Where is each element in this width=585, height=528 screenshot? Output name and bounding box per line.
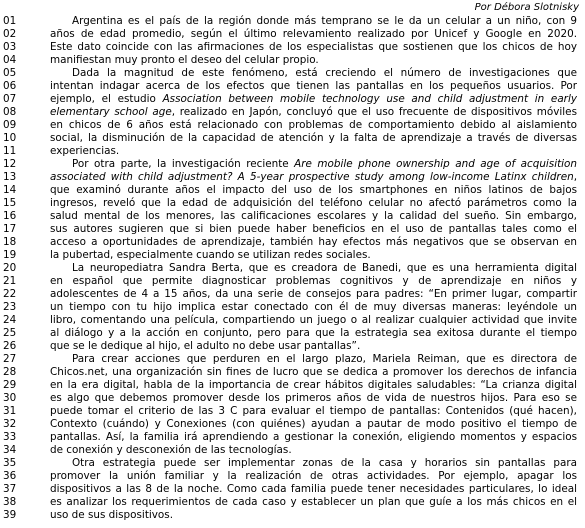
line-text: salud mental de los menores, las calificaciones escolares y la calidad del sueño. Sin embargo, xyxy=(50,210,577,222)
line-number: 19 xyxy=(3,249,17,261)
line-number: 38 xyxy=(3,496,17,508)
line-text: en español que permite diagnosticar problemas cognitivos y de aprendizaje en niños y xyxy=(50,275,577,287)
text-line xyxy=(0,119,585,132)
line-text: La neuropediatra Sandra Berta, que es creadora de Banedi, que es una herramienta digital xyxy=(72,262,577,274)
line-number: 02 xyxy=(3,28,17,40)
line-number: 07 xyxy=(3,93,17,105)
text-line xyxy=(0,418,585,431)
line-number: 04 xyxy=(3,54,17,66)
line-text: que se le dedique al hijo, el adulto no debe usar pantallas”. xyxy=(50,340,361,352)
line-text: de conexión y desconexión de las tecnologías. xyxy=(50,444,292,456)
line-text: años de edad promedio, según el último relevamiento realizado por Unicef y Google en 2020. xyxy=(50,28,577,40)
line-text: experiencias. xyxy=(50,145,120,157)
line-number: 13 xyxy=(3,171,17,183)
line-number: 32 xyxy=(3,418,17,430)
line-number: 30 xyxy=(3,392,17,404)
line-text: es analizar los requerimientos de cada caso y establecer un plan que guíe a los más chicos en el xyxy=(50,496,577,508)
text-line xyxy=(0,275,585,288)
text-line xyxy=(0,314,585,327)
text-line xyxy=(0,327,585,340)
line-number: 37 xyxy=(3,483,17,495)
study-title: elementary school age xyxy=(50,106,172,118)
line-text: libro, comentando una película, compartiendo un juego o al realizar cualquier actividad que invite xyxy=(50,314,577,326)
text-line xyxy=(0,236,585,249)
line-number: 26 xyxy=(3,340,17,352)
line-text: que examinó durante años el impacto del uso de los smartphones en niños latinos de bajos xyxy=(50,184,577,196)
text-line xyxy=(0,145,585,158)
line-number: 16 xyxy=(3,210,17,222)
line-number: 39 xyxy=(3,509,17,521)
line-number: 12 xyxy=(3,158,17,170)
line-text: promover la unión familiar y la realización de otras actividades. Por ejemplo, apagar los xyxy=(50,470,577,482)
text-line xyxy=(0,301,585,314)
line-number: 17 xyxy=(3,223,17,235)
line-text: puede tomar el criterio de las 3 C para evaluar el tiempo de pantallas: Contenidos (qué hacen), xyxy=(50,405,577,417)
line-number: 33 xyxy=(3,431,17,443)
line-text: al diálogo y a la acción en conjunto, pero para que la estrategia sea exitosa durante el tiempo xyxy=(50,327,577,339)
line-text: pantallas. Así, la familia irá aprendiendo a gestionar la conexión, eligiendo momentos y espacios xyxy=(50,431,577,443)
text-line xyxy=(0,158,585,171)
study-title: associated with child adjustment? A 5-year prospective study among low-income Latinx children xyxy=(50,171,574,183)
line-number: 21 xyxy=(3,275,17,287)
line-text: ingresos, reveló que la edad de adquisición del teléfono celular no afectó parámetros como la xyxy=(50,197,577,209)
line-text: acceso a oportunidades de aprendizaje, también hay efectos más negativos que se observan en xyxy=(50,236,577,248)
author-byline: Por Débora Slotnisky xyxy=(474,2,579,13)
line-text: uso de sus dispositivos. xyxy=(50,509,173,521)
text-line xyxy=(0,132,585,145)
text-line xyxy=(0,210,585,223)
line-text: ejemplo, el estudio Association between mobile technology use and child adjustment in early xyxy=(50,93,577,105)
text-line xyxy=(0,249,585,262)
text-line xyxy=(0,223,585,236)
line-number: 24 xyxy=(3,314,17,326)
line-number: 11 xyxy=(3,145,17,157)
line-number: 36 xyxy=(3,470,17,482)
text-line xyxy=(0,379,585,392)
line-text: Para crear acciones que perduren en el largo plazo, Mariela Reiman, que es directora de xyxy=(72,353,577,365)
line-text: Argentina es el país de la región donde más temprano se le da un celular a un niño, con 9 xyxy=(72,15,577,27)
text-line xyxy=(0,496,585,509)
line-number: 25 xyxy=(3,327,17,339)
text-line xyxy=(0,15,585,28)
text-line xyxy=(0,184,585,197)
line-text: sus autores sugieren que si bien puede haber beneficios en el uso de pantallas tales como el xyxy=(50,223,577,235)
text-line xyxy=(0,262,585,275)
line-text: manifiestan muy pronto el deseo del celular propio. xyxy=(50,54,319,66)
line-number: 14 xyxy=(3,184,17,196)
line-text: associated with child adjustment? A 5-year prospective study among low-income Latinx children, xyxy=(50,171,577,183)
text-line xyxy=(0,470,585,483)
text-line xyxy=(0,457,585,470)
line-number: 35 xyxy=(3,457,17,469)
line-number: 03 xyxy=(3,41,17,53)
text-line xyxy=(0,197,585,210)
line-number: 08 xyxy=(3,106,17,118)
text-line xyxy=(0,288,585,301)
line-number: 28 xyxy=(3,366,17,378)
text-line xyxy=(0,405,585,418)
text-line xyxy=(0,106,585,119)
line-text: en la era digital, habla de la importancia de crear hábitos digitales saludables: “La crianza digital xyxy=(50,379,577,391)
text-line xyxy=(0,41,585,54)
text-line xyxy=(0,93,585,106)
line-text: Contexto (cuándo) y Conexiones (con quiénes) ayudan a pautar de modo positivo el tiempo de xyxy=(50,418,577,430)
text-line xyxy=(0,340,585,353)
text-line xyxy=(0,392,585,405)
line-number: 29 xyxy=(3,379,17,391)
line-text: Chicos.net, una organización sin fines de lucro que se dedica a promover los derechos de infancia xyxy=(50,366,577,378)
text-line xyxy=(0,366,585,379)
line-text: dispositivos a las 8 de la noche. Como cada familia puede tener necesidades particulares, lo ideal xyxy=(50,483,577,495)
numbered-text-body xyxy=(0,15,585,522)
line-text: elementary school age, realizado en Japón, concluyó que el uso frecuente de dispositivos móviles xyxy=(50,106,577,118)
line-number: 01 xyxy=(3,15,17,27)
line-text: Este dato coincide con las afirmaciones de los especialistas que sostienen que los chicos de hoy xyxy=(50,41,577,53)
text-line xyxy=(0,80,585,93)
text-line xyxy=(0,444,585,457)
study-title: Are mobile phone ownership and age of acquisition xyxy=(294,158,577,170)
line-text: Otra estrategia puede ser implementar zonas de la casa y horarios sin pantallas para xyxy=(72,457,577,469)
text-line xyxy=(0,431,585,444)
line-number: 20 xyxy=(3,262,17,274)
line-number: 15 xyxy=(3,197,17,209)
line-text: adolescentes de 4 a 15 años, da una serie de consejos para padres: “En primer lugar, compartir xyxy=(50,288,577,300)
line-number: 05 xyxy=(3,67,17,79)
line-text: la pubertad, especialmente cuando se utilizan redes sociales. xyxy=(50,249,371,261)
line-number: 34 xyxy=(3,444,17,456)
line-text: intentan indagar acerca de los efectos que tienen las pantallas en los pequeños usuarios. Por xyxy=(50,80,577,92)
line-text: Dada la magnitud de este fenómeno, está creciendo el número de investigaciones que xyxy=(72,67,577,79)
line-number: 10 xyxy=(3,132,17,144)
line-number: 27 xyxy=(3,353,17,365)
text-line xyxy=(0,171,585,184)
line-number: 31 xyxy=(3,405,17,417)
text-line xyxy=(0,353,585,366)
line-text: social, la disminución de la capacidad de atención y la falta de aprendizaje a través de diversas xyxy=(50,132,577,144)
study-title: Association between mobile technology use and child adjustment in early xyxy=(162,93,577,105)
text-line xyxy=(0,67,585,80)
line-text: Por otra parte, la investigación reciente Are mobile phone ownership and age of acquisition xyxy=(72,158,577,170)
line-number: 23 xyxy=(3,301,17,313)
line-number: 06 xyxy=(3,80,17,92)
line-text: es algo que debemos promover desde los primeros años de vida de nuestros hijos. Para eso se xyxy=(50,392,577,404)
text-line xyxy=(0,54,585,67)
line-text: un tiempo con tu hijo implica estar conectado con él de muy diversas maneras: leyéndole un xyxy=(50,301,577,313)
line-number: 09 xyxy=(3,119,17,131)
text-line xyxy=(0,509,585,522)
line-text: en chicos de 6 años está relacionado con problemas de comportamiento debido al aislamiento xyxy=(50,119,577,131)
line-number: 18 xyxy=(3,236,17,248)
line-number: 22 xyxy=(3,288,17,300)
text-line xyxy=(0,28,585,41)
text-line xyxy=(0,483,585,496)
